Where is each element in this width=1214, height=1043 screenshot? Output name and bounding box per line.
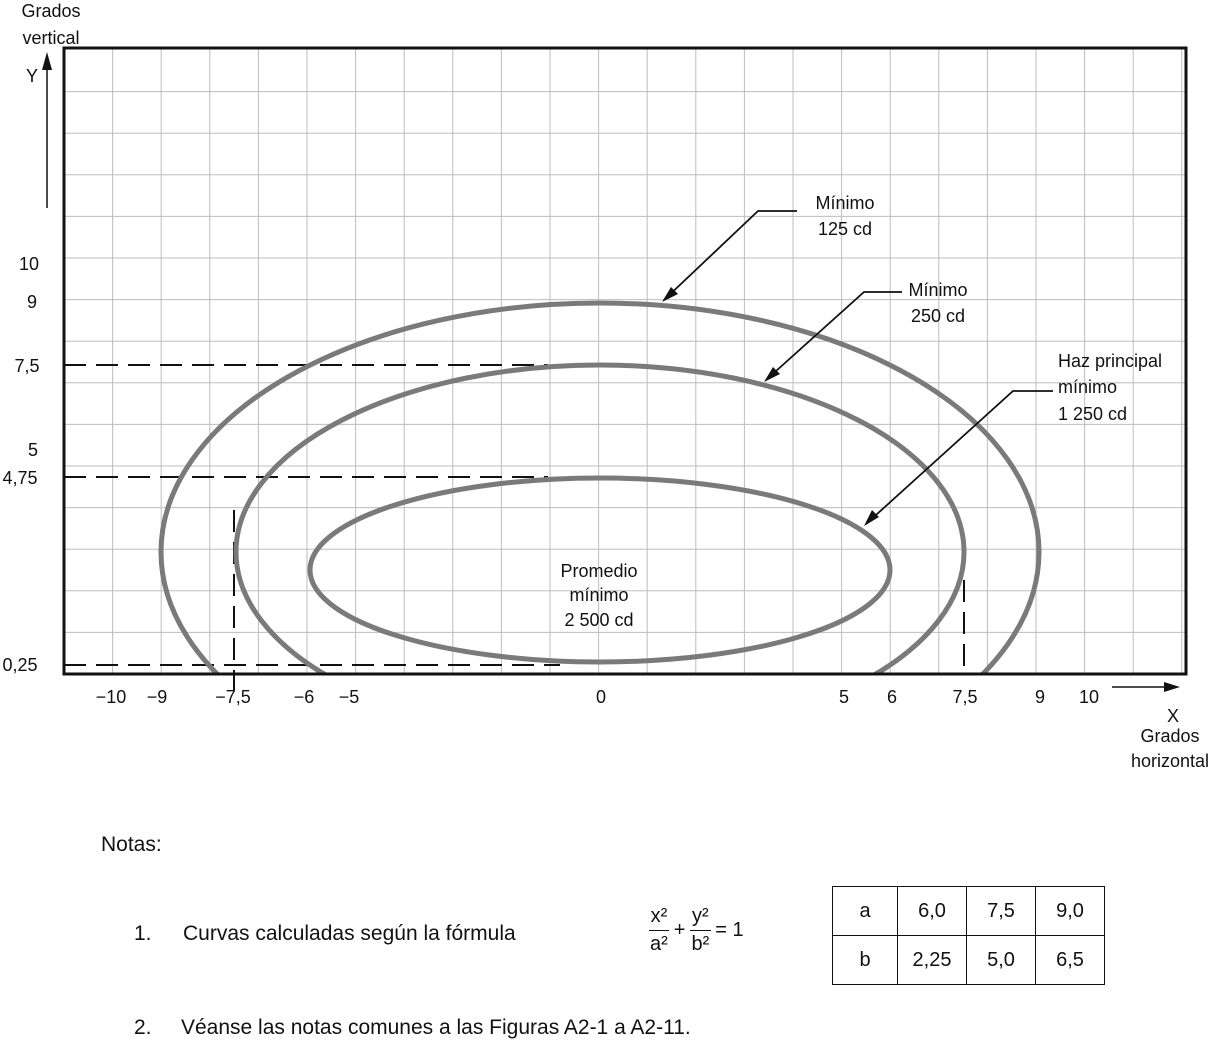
label-center-line2: mínimo <box>569 585 629 605</box>
x-tick-label: 0 <box>595 687 607 707</box>
fraction-x <box>648 905 670 956</box>
table-cell: 7,5 <box>967 887 1036 936</box>
parameters-table <box>832 886 1105 985</box>
table-cell: 6,0 <box>898 887 967 936</box>
label-inner-line1: Haz principal <box>1058 351 1163 371</box>
equals-one: = 1 <box>715 919 744 941</box>
x-tick-label: 7,5 <box>952 687 978 707</box>
x-tick-label: 6 <box>886 687 898 707</box>
ellipse-formula <box>648 905 748 956</box>
x-tick-label: −9 <box>146 687 168 707</box>
label-outer-line2: 125 cd <box>817 219 873 239</box>
fraction-y <box>689 905 711 956</box>
label-inner-line2: mínimo <box>1058 377 1118 397</box>
table-cell: 6,5 <box>1036 936 1105 985</box>
label-middle-line1: Mínimo <box>908 280 968 300</box>
fraction-y-denominator: b² <box>691 933 710 955</box>
table-cell: 5,0 <box>967 936 1036 985</box>
y-tick-label: 4,75 <box>2 468 38 488</box>
notes-title: Notas: <box>101 833 162 856</box>
table-cell: b <box>833 936 898 985</box>
dashed-reference-lines <box>64 365 964 690</box>
pointer-inner-head <box>864 510 879 526</box>
x-tick-label: 10 <box>1078 687 1100 707</box>
x-tick-label: −10 <box>95 687 127 707</box>
y-tick-label: 0,25 <box>2 655 38 675</box>
y-tick-label: 5 <box>27 440 39 460</box>
pointer-middle <box>766 292 902 380</box>
label-center-line3: 2 500 cd <box>564 610 634 630</box>
table-cell: a <box>833 887 898 936</box>
note-1-text: Curvas calculadas según la fórmula <box>183 922 516 945</box>
label-inner-line3: 1 250 cd <box>1058 404 1128 424</box>
fraction-x-denominator: a² <box>650 933 668 955</box>
x-tick-label: −5 <box>338 687 360 707</box>
x-tick-label: −6 <box>293 687 315 707</box>
table-cell: 2,25 <box>898 936 967 985</box>
table-cell: 9,0 <box>1036 887 1105 936</box>
curve-250cd <box>236 365 964 739</box>
note-2-number: 2. <box>134 1016 152 1039</box>
y-tick-label: 7,5 <box>14 356 40 376</box>
label-center-line1: Promedio <box>560 561 638 581</box>
label-outer-line1: Mínimo <box>815 193 875 213</box>
note-1-number: 1. <box>134 922 152 945</box>
x-tick-label: 9 <box>1034 687 1046 707</box>
x-axis-title-line1: Grados <box>1140 726 1200 746</box>
plus-sign: + <box>673 919 686 941</box>
y-axis-arrowhead <box>42 52 52 70</box>
y-axis-title-line1: Grados <box>21 1 81 21</box>
pointer-outer <box>664 211 797 300</box>
y-axis-letter: Y <box>25 66 39 86</box>
x-tick-label: 5 <box>838 687 850 707</box>
x-axis-title-line2: horizontal <box>1130 751 1210 771</box>
x-axis-arrowhead <box>1164 682 1180 692</box>
fraction-x-numerator: x² <box>649 905 670 931</box>
label-middle-line2: 250 cd <box>910 306 966 326</box>
x-axis-letter: X <box>1166 706 1180 726</box>
y-tick-label: 10 <box>18 254 40 274</box>
curve-125cd <box>161 303 1039 800</box>
note-2-text: Véanse las notas comunes a las Figuras A2-1 a A2-11. <box>181 1016 691 1039</box>
y-axis-title-line2: vertical <box>22 28 80 48</box>
y-tick-label: 9 <box>26 292 38 312</box>
x-tick-label: −7,5 <box>215 687 251 707</box>
table-row-b <box>833 936 1105 985</box>
fraction-y-numerator: y² <box>690 905 711 931</box>
table-row-a <box>833 887 1105 936</box>
